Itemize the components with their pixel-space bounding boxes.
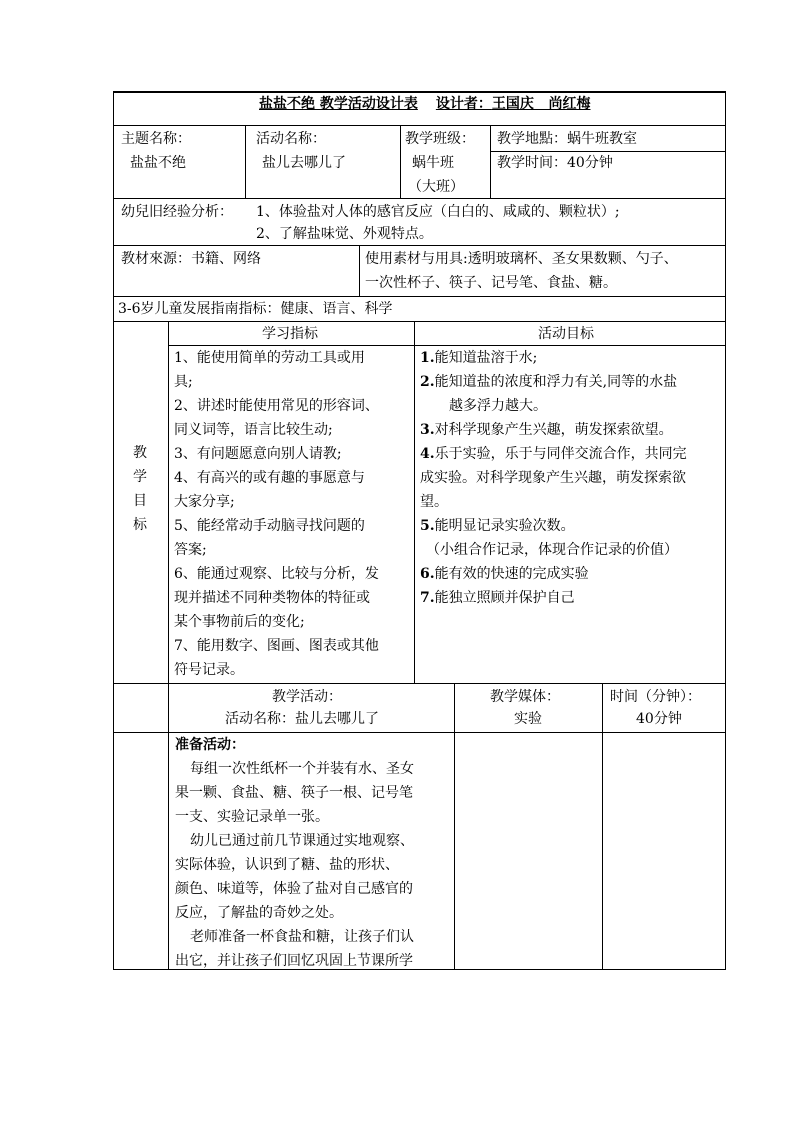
learning-indicator-line: 具; [174,374,193,390]
designer-label: 设计者： [435,96,492,112]
goal-text: 能明显记录实验次数。 [434,518,575,534]
theme-value: 盐盐不绝 [130,155,186,171]
activity-goal-line [420,442,687,466]
col-divider [414,321,415,683]
learning-indicator-line: 6、能通过观察、比较与分析，发 [174,566,379,582]
theme-label: 主题名称： [121,131,191,147]
goal-text: 乐于实验，乐于与同伴交流合作，共同完 [434,446,687,462]
learning-indicator-line: 3、有问题愿意向别人请教; [174,446,342,462]
table-border-right [725,91,726,970]
tools-line: 使用素材与用具:透明玻璃杯、圣女果数颗、勺子、 [365,251,678,267]
col-divider [454,683,455,970]
guide-indicators: 3-6岁儿童发展指南指标：健康、语言、科学 [118,301,393,317]
goal-number: 3. [420,422,435,438]
grade-value: 蜗牛班 [412,155,454,171]
goal-text: 能知道盐溶于水; [434,350,538,366]
row-divider [113,683,726,684]
col-divider [490,125,491,198]
goal-text: 能有效的快速的完成实验 [434,566,589,582]
col-divider [602,683,603,970]
row-divider [113,125,726,126]
teaching-activity-label: 教学活动： [272,689,342,705]
activity-goal-line [420,562,589,586]
table-border-left [113,91,114,970]
goal-text: 越多浮力越大。 [449,398,547,414]
learning-indicator-line: 大家分享; [174,494,235,510]
learning-indicator-line: 4、有高兴的或有趣的事愿意与 [174,470,365,486]
col-divider [359,245,360,296]
goal-number: 4. [420,446,435,462]
experience-label: 幼兒旧经验分析： [121,204,233,220]
goal-text: 能知道盐的浓度和浮力有关,同等的水盐 [434,374,678,390]
objectives-side-label: 标 [133,517,147,533]
learning-indicator-line: 同义词等，语言比较生动; [174,422,333,438]
col-divider [400,125,401,198]
prep-line: 颜色、味道等，体验了盐对自己感官的 [175,881,413,897]
goal-text: 对科学现象产生兴趣，萌发探索欲望。 [434,422,673,438]
row-divider [113,321,726,322]
prep-line: 老师准备一杯食盐和糖，让孩子们认 [190,929,414,945]
learning-indicator-line: 答案; [174,542,207,558]
grade-sub: （大班） [408,179,464,195]
learning-indicator-line: 现并描述不同种类物体的特征或 [174,590,370,606]
activity-goal-line [420,346,537,370]
col-divider [168,321,169,970]
activity-goal-line [420,514,575,538]
teaching-place: 教学地點：蜗牛班教室 [497,131,637,147]
activity-goals-header: 活动目标 [538,326,594,342]
objectives-side-label: 目 [133,493,147,509]
experience-line: 2、了解盐味觉、外观特点。 [256,226,433,242]
activity-name-label: 活动名称： [256,131,326,147]
learning-indicator-line: 7、能用数字、图画、图表或其他 [174,638,379,654]
goal-text: 望。 [420,494,448,510]
col-divider [245,125,246,198]
goal-number: 7. [420,590,435,606]
experience-line: 1、体验盐对人体的感官反应（白白的、咸咸的、颗粒状）; [256,204,620,220]
designers-names: 王国庆 尚红梅 [491,96,591,112]
learning-indicator-line: 5、能经常动手动脑寻找问题的 [174,518,365,534]
learning-indicators-header: 学习指标 [262,326,318,342]
prep-line: 一支、实验记录单一张。 [175,809,329,825]
learning-indicator-line: 某个事物前后的变化; [174,614,305,630]
goal-number: 5. [420,518,435,534]
material-source: 教材來源：书籍、网络 [121,251,261,267]
title-text: 盐盐不绝 教学活动设计表 [259,96,418,112]
prep-line: 实际体验，认识到了糖、盐的形状、 [175,857,399,873]
duration-value: 40分钟 [636,711,682,727]
activity-goal-line [420,586,575,610]
duration-label: 时间（分钟）： [610,689,701,705]
table-title [259,92,591,116]
goal-text: （小组合作记录，体现合作记录的价值） [426,542,678,558]
goal-number: 6. [420,566,435,582]
prep-activity-title: 准备活动： [175,737,245,753]
teaching-activity-name: 活动名称：盐儿去哪儿了 [225,711,379,727]
goal-text: 能独立照顾并保护自己 [434,590,575,606]
prep-line: 出它，并让孩子们回忆巩固上节课所学 [175,953,413,969]
tools-line: 一次性杯子、筷子、记号笔、食盐、糖。 [365,275,617,291]
activity-name-value: 盐儿去哪儿了 [262,155,346,171]
prep-line: 果一颗、食盐、糖、筷子一根、记号笔 [175,785,413,801]
objectives-side-label: 教 [133,445,147,461]
objectives-side-label: 学 [133,469,147,485]
grade-label: 教学班级： [405,131,475,147]
goal-number: 2. [420,374,435,390]
teaching-media-label: 教学媒体： [490,689,560,705]
prep-line: 幼儿已通过前几节课通过实地观察、 [190,833,414,849]
learning-indicator-line: 1、能使用简单的劳动工具或用 [174,350,365,366]
teaching-time: 教学时间：40分钟 [497,155,613,171]
activity-goal-line [420,466,686,490]
learning-indicator-line: 2、讲述时能使用常见的形容词、 [174,398,379,414]
teaching-media-value: 实验 [514,711,542,727]
activity-goal-line [449,394,547,418]
prep-line: 反应，了解盐的奇妙之处。 [175,905,343,921]
activity-goal-line [420,418,673,442]
activity-goal-line [420,538,678,562]
learning-indicator-line: 符号记录。 [174,662,244,678]
activity-goal-line [420,490,448,514]
goal-number: 1. [420,350,435,366]
goal-text: 成实验。对科学现象产生兴趣，萌发探索欲 [420,470,686,486]
activity-goal-line [420,370,677,394]
prep-line: 每组一次性纸杯一个并装有水、圣女 [190,761,414,777]
